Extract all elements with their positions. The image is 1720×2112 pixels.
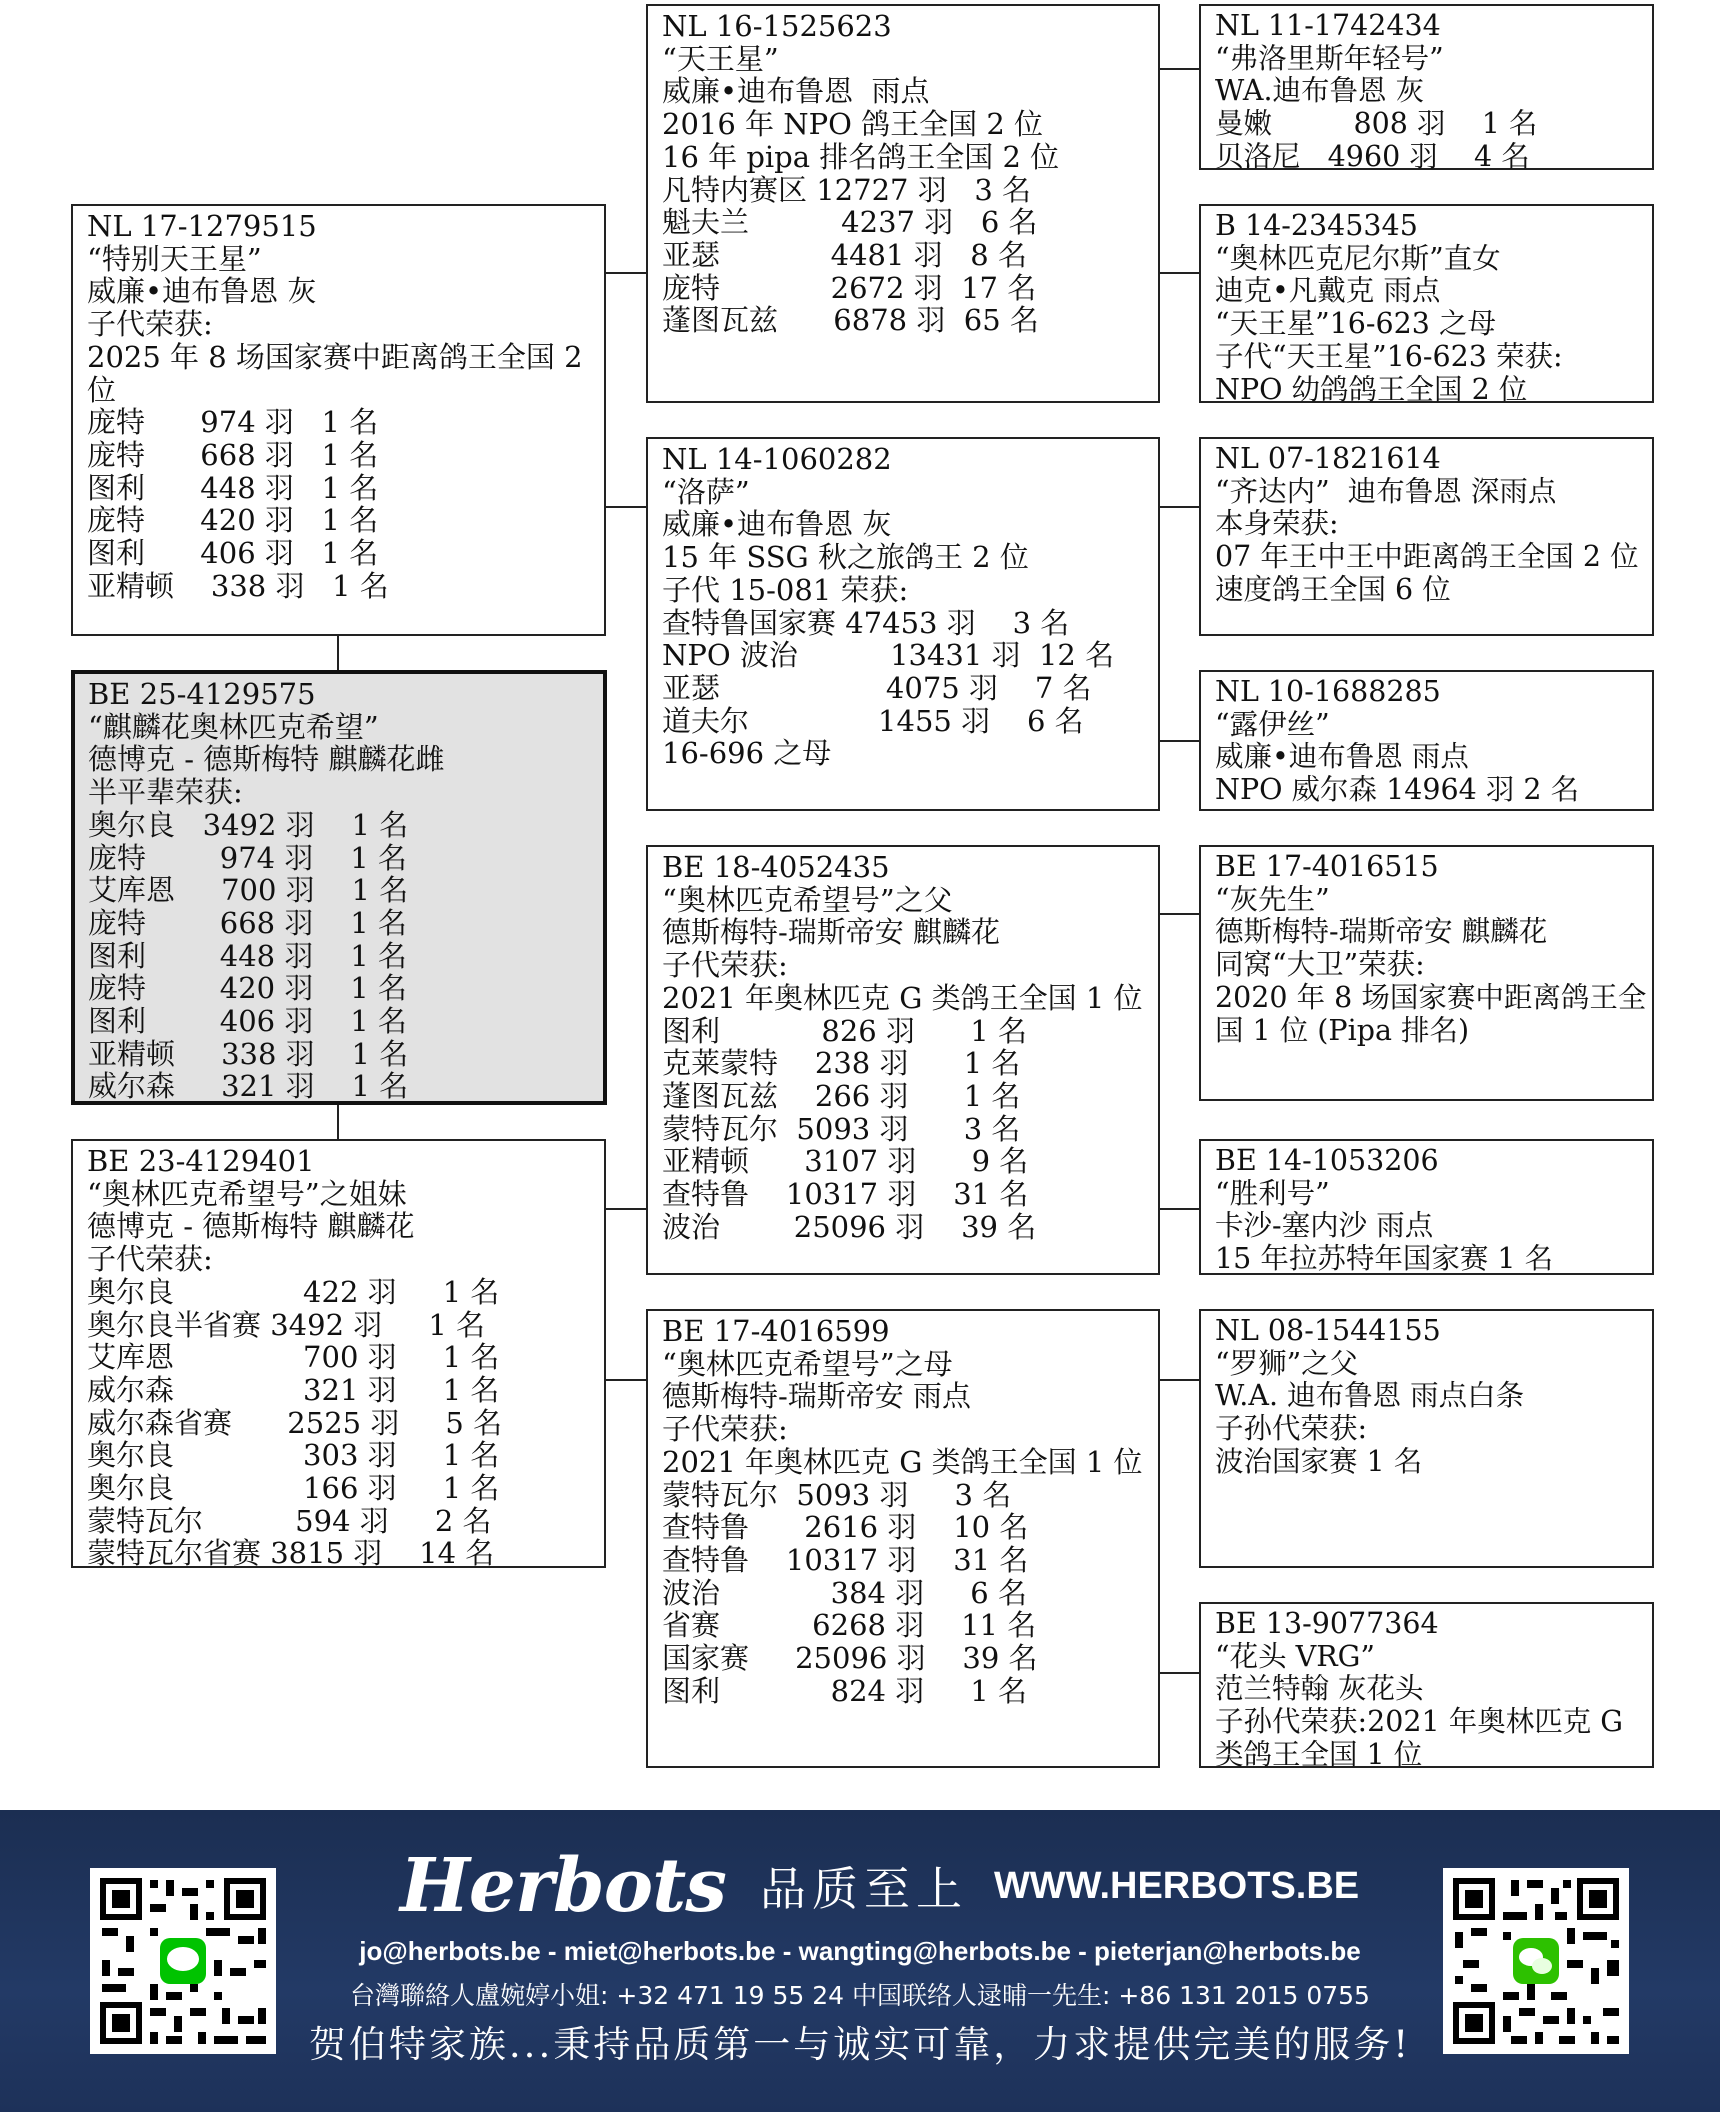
connector-line (1158, 506, 1200, 508)
pedigree-line: 威尔森 321 羽 1 名 (87, 1372, 500, 1407)
connector-line (605, 1208, 647, 1210)
pedigree-line: 2021 年奥林匹克 G 类鸽王全国 1 位 (662, 1444, 1143, 1479)
pedigree-box-sdd (1199, 670, 1654, 811)
pedigree-line: W.A. 迪布鲁恩 雨点白条 (1215, 1379, 1525, 1413)
pedigree-line: 威廉•迪布鲁恩 灰 (662, 507, 892, 542)
pedigree-line: 克莱蒙特 238 羽 1 名 (662, 1046, 1021, 1081)
ring-number: NL 10-1688285 (1215, 675, 1441, 708)
pedigree-line: 查特鲁 10317 羽 31 名 (662, 1177, 1029, 1212)
pedigree-line: 范兰特翰 灰花头 (1215, 1672, 1424, 1706)
pedigree-line: 子代荣获: (87, 1242, 213, 1277)
pedigree-line: 子代 15-081 荣获: (662, 572, 909, 607)
pedigree-line: 蓬图瓦兹 266 羽 1 名 (662, 1078, 1021, 1113)
pigeon-name: “奥林匹克希望号”之姐妹 (87, 1176, 407, 1211)
pedigree-line: 2020 年 8 场国家赛中距离鸽王全国 1 位 (Pipa 排名) (1215, 980, 1647, 1047)
email-list[interactable]: jo@herbots.be - miet@herbots.be - wangting@herbots.be - pieterjan@herbots.be (359, 1936, 1361, 1966)
motto: 贺伯特家族...秉持品质第一与诚实可靠，力求提供完美的服务! (308, 2023, 1412, 2066)
pedigree-line: 2021 年奥林匹克 G 类鸽王全国 1 位 (662, 980, 1143, 1015)
pigeon-name: “麒麟花奥林匹克希望” (88, 709, 379, 744)
connector-line (605, 1379, 647, 1381)
pedigree-line: 07 年王中王中距离鸽王全国 2 位 (1215, 540, 1639, 574)
pedigree-line: 2016 年 NPO 鸽王全国 2 位 (662, 107, 1044, 142)
connector-line (1158, 1379, 1200, 1381)
pedigree-line: 图利 448 羽 1 名 (87, 470, 379, 505)
pedigree-line: 威廉•迪布鲁恩 灰 (87, 274, 317, 309)
pigeon-name: “奥林匹克尼尔斯”直女 (1215, 241, 1501, 275)
pigeon-name: “弗洛里斯年轻号” (1215, 41, 1444, 75)
pedigree-line: 德博克 - 德斯梅特 麒麟花雌 (88, 742, 445, 777)
contact-phones: 台灣聯絡人盧婉婷小姐: +32 471 19 55 24 中国联络人逯晡一先生: +86 131 2015 0755 (350, 1981, 1370, 2010)
pedigree-line: 奥尔良 422 羽 1 名 (87, 1274, 500, 1309)
ring-number: BE 14-1053206 (1215, 1144, 1439, 1177)
pedigree-box-dam-dam (646, 1309, 1160, 1768)
pigeon-name: “齐达内” 迪布鲁恩 深雨点 (1215, 474, 1557, 508)
pedigree-box-ddd (1199, 1602, 1654, 1771)
footer-banner (0, 1810, 1720, 2112)
pedigree-line: 15 年拉苏特年国家赛 1 名 (1215, 1242, 1554, 1276)
connector-line (605, 272, 647, 274)
pedigree-line: WA.迪布鲁恩 灰 (1215, 74, 1425, 108)
ring-number: NL 16-1525623 (662, 9, 892, 43)
pedigree-line: NPO 幼鸽鸽王全国 2 位 (1215, 372, 1528, 406)
pedigree-line: 图利 826 羽 1 名 (662, 1013, 1027, 1048)
website-link[interactable]: WWW.HERBOTS.BE (993, 1864, 1360, 1907)
pigeon-name: “花头 VRG” (1215, 1639, 1376, 1673)
pedigree-line: 子代荣获: (662, 1412, 788, 1447)
pedigree-line: 国家赛 25096 羽 39 名 (662, 1641, 1038, 1676)
ring-number: NL 11-1742434 (1215, 9, 1441, 42)
pedigree-line: 波治国家赛 1 名 (1215, 1444, 1423, 1478)
pedigree-line: 蒙特瓦尔 5093 羽 3 名 (662, 1477, 1012, 1512)
pedigree-line: 蒙特瓦尔 5093 羽 3 名 (662, 1111, 1021, 1146)
pedigree-line: “天王星”16-623 之母 (1215, 307, 1496, 341)
pedigree-line: 庞特 420 羽 1 名 (87, 503, 379, 538)
pedigree-box-sire-sire (646, 4, 1160, 403)
pedigree-box-ssd (1199, 204, 1654, 406)
pedigree-line: 本身荣获: (1215, 507, 1339, 541)
pedigree-line: 德博克 - 德斯梅特 麒麟花 (87, 1209, 415, 1244)
pigeon-name: “洛萨” (662, 474, 750, 509)
connector-line (1158, 1208, 1200, 1210)
pedigree-line: 亚精顿 338 羽 1 名 (88, 1036, 409, 1071)
ring-number: BE 17-4016515 (1215, 850, 1439, 883)
pedigree-line: 蒙特瓦尔省赛 3815 羽 14 名 (87, 1536, 495, 1571)
pedigree-line: 亚精顿 3107 羽 9 名 (662, 1144, 1029, 1179)
ring-number: BE 13-9077364 (1215, 1607, 1439, 1640)
pedigree-box-sss (1199, 4, 1654, 173)
ring-number: BE 17-4016599 (662, 1314, 890, 1348)
pedigree-line: 图利 448 羽 1 名 (88, 938, 407, 973)
pigeon-name: “灰先生” (1215, 882, 1330, 916)
pedigree-box-dss (1199, 845, 1654, 1101)
pedigree-line: 威廉•迪布鲁恩 雨点 (1215, 740, 1469, 774)
pedigree-line: 卡沙-塞内沙 雨点 (1215, 1209, 1434, 1243)
pigeon-name: “罗狮”之父 (1215, 1346, 1359, 1380)
pedigree-box-dsd (1199, 1139, 1654, 1275)
pigeon-name: “特别天王星” (87, 241, 262, 276)
pedigree-line: 2025 年 8 场国家赛中距离鸽王全国 2 位 (87, 339, 592, 407)
pedigree-line: 亚瑟 4481 羽 8 名 (662, 237, 1027, 272)
ring-number: NL 07-1821614 (1215, 442, 1441, 475)
pigeon-name: “奥林匹克希望号”之母 (662, 1346, 953, 1381)
pedigree-line: 图利 406 羽 1 名 (87, 536, 379, 571)
ring-number: NL 14-1060282 (662, 442, 892, 476)
pedigree-line: 波治 384 羽 6 名 (662, 1575, 1027, 1610)
pedigree-line: 子孙代荣获:2021 年奥林匹克 G 类鸽王全国 1 位 (1215, 1705, 1633, 1771)
pedigree-line: NPO 波治 13431 羽 12 名 (662, 638, 1115, 673)
pedigree-line: 亚瑟 4075 羽 7 名 (662, 670, 1092, 705)
pedigree-line: 奥尔良 303 羽 1 名 (87, 1438, 500, 1473)
pigeon-name: “奥林匹克希望号”之父 (662, 882, 953, 917)
pedigree-line: 查特鲁国家赛 47453 羽 3 名 (662, 605, 1070, 640)
pedigree-box-sire-dam (646, 437, 1160, 811)
pedigree-line: 贝洛尼 4960 羽 4 名 (1215, 139, 1530, 173)
slogan: 品质至上 (759, 1862, 968, 1916)
pedigree-line: 威尔森省赛 2525 羽 5 名 (87, 1405, 503, 1440)
pedigree-line: 16-696 之母 (662, 736, 832, 771)
pedigree-line: 威尔森 321 羽 1 名 (88, 1069, 409, 1104)
pedigree-line: 16 年 pipa 排名鸽王全国 2 位 (662, 139, 1060, 174)
pedigree-line: 庞特 974 羽 1 名 (88, 840, 407, 875)
connector-line (1158, 913, 1200, 915)
pedigree-line: 奥尔良 3492 羽 1 名 (88, 807, 409, 842)
pedigree-line: 庞特 974 羽 1 名 (87, 405, 379, 440)
pedigree-line: 亚精顿 338 羽 1 名 (87, 568, 389, 603)
pedigree-box-dam-sire (646, 845, 1160, 1275)
pedigree-line: 速度鸽王全国 6 位 (1215, 572, 1451, 606)
pedigree-line: 曼嫩 808 羽 1 名 (1215, 107, 1538, 141)
pedigree-line: 15 年 SSG 秋之旅鸽王 2 位 (662, 540, 1029, 575)
pedigree-line: 艾库恩 700 羽 1 名 (88, 873, 409, 908)
connector-line (1158, 272, 1200, 274)
connector-line (605, 506, 647, 508)
pedigree-line: 庞特 668 羽 1 名 (88, 905, 407, 940)
ring-number: NL 08-1544155 (1215, 1314, 1441, 1347)
pedigree-line: 半平辈荣获: (88, 775, 243, 810)
brand-header (400, 1843, 1360, 1929)
pedigree-line: 庞特 420 羽 1 名 (88, 971, 407, 1006)
pedigree-line: 凡特内赛区 12727 羽 3 名 (662, 172, 1032, 207)
pedigree-line: 庞特 668 羽 1 名 (87, 437, 379, 472)
pedigree-line: NPO 威尔森 14964 羽 2 名 (1215, 773, 1580, 807)
pigeon-name: “胜利号” (1215, 1176, 1330, 1210)
pedigree-line: 图利 824 羽 1 名 (662, 1673, 1027, 1708)
pedigree-line: 查特鲁 2616 羽 10 名 (662, 1510, 1029, 1545)
pedigree-line: 子代荣获: (87, 307, 213, 342)
ring-number: B 14-2345345 (1215, 209, 1418, 242)
connector-line (1158, 1672, 1200, 1674)
pedigree-line: 道夫尔 1455 羽 6 名 (662, 703, 1084, 738)
pedigree-line: 庞特 2672 羽 17 名 (662, 270, 1037, 305)
pedigree-line: 奥尔良半省赛 3492 羽 1 名 (87, 1307, 485, 1342)
pedigree-line: 迪克•凡戴克 雨点 (1215, 274, 1441, 308)
herbots-logo: Herbots (400, 1843, 726, 1929)
connector-line (337, 1104, 339, 1139)
connector-line (1158, 740, 1200, 742)
pedigree-line: 威廉•迪布鲁恩 雨点 (662, 74, 930, 109)
ring-number: BE 18-4052435 (662, 850, 890, 884)
pedigree-line: 魁夫兰 4237 羽 6 名 (662, 205, 1038, 240)
pedigree-line: 图利 406 羽 1 名 (88, 1004, 407, 1039)
pigeon-name: “天王星” (662, 41, 779, 76)
pedigree-line: 蒙特瓦尔 594 羽 2 名 (87, 1503, 492, 1538)
pedigree-box-dam (71, 1139, 606, 1571)
pedigree-line: 同窝“大卫”荣获: (1215, 948, 1425, 982)
connector-line (1158, 68, 1200, 70)
pedigree-box-dds (1199, 1309, 1654, 1568)
connector-line (337, 634, 339, 670)
pedigree-line: 德斯梅特-瑞斯帝安 雨点 (662, 1379, 972, 1414)
pedigree-line: 德斯梅特-瑞斯帝安 麒麟花 (662, 915, 1001, 950)
pedigree-line: 蓬图瓦兹 6878 羽 65 名 (662, 303, 1039, 338)
ring-number: NL 17-1279515 (87, 209, 317, 243)
pedigree-line: 奥尔良 166 羽 1 名 (87, 1471, 500, 1506)
pedigree-box-sire (71, 204, 606, 636)
pedigree-line: 艾库恩 700 羽 1 名 (87, 1340, 500, 1375)
pedigree-line: 子代荣获: (662, 948, 788, 983)
pedigree-box-sds (1199, 437, 1654, 636)
pedigree-line: 子孙代荣获: (1215, 1412, 1368, 1446)
pedigree-line: 省赛 6268 羽 11 名 (662, 1608, 1037, 1643)
pedigree-box-subject (71, 670, 607, 1105)
pedigree-line: 子代“天王星”16-623 荣获: (1215, 339, 1563, 373)
pedigree-line: 波治 25096 羽 39 名 (662, 1209, 1037, 1244)
pedigree-line: 德斯梅特-瑞斯帝安 麒麟花 (1215, 915, 1548, 949)
ring-number: BE 23-4129401 (87, 1144, 315, 1178)
pigeon-name: “露伊丝” (1215, 707, 1330, 741)
pedigree-line: 查特鲁 10317 羽 31 名 (662, 1542, 1029, 1577)
ring-number: BE 25-4129575 (88, 677, 316, 711)
